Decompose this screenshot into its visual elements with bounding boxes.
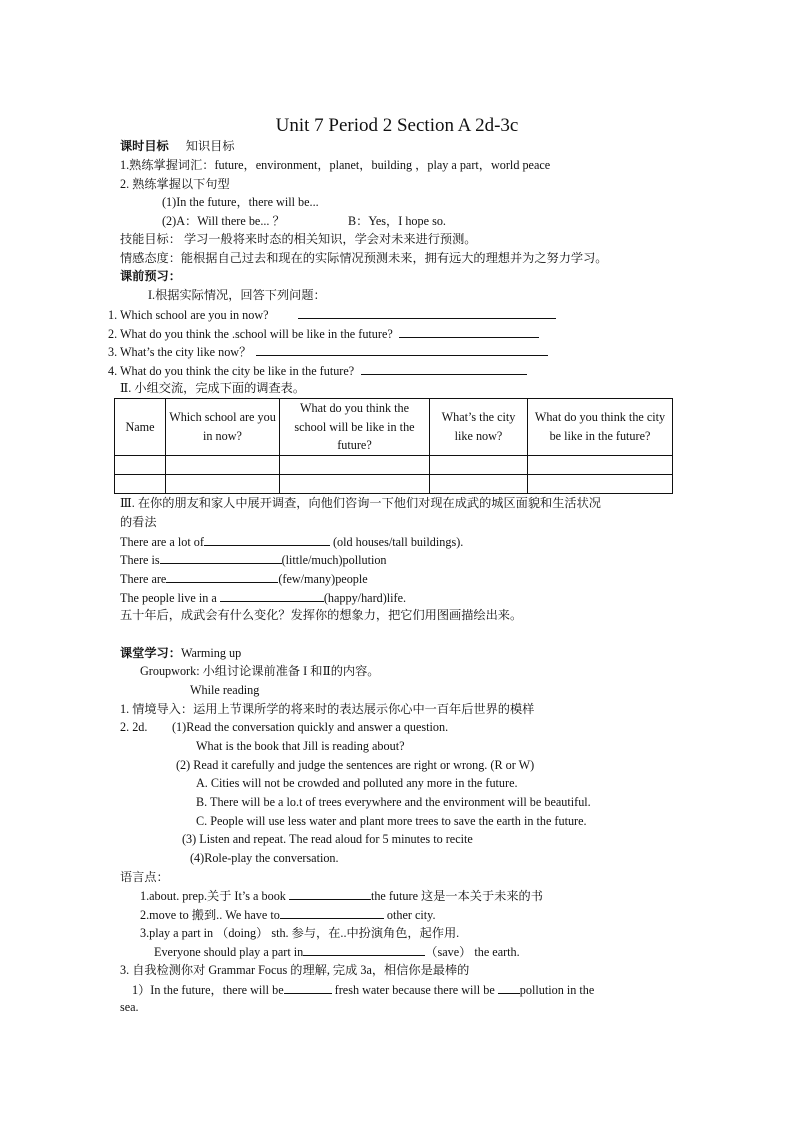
question-2: 2. What do you think the .school will be like in the future? [108,324,539,344]
pattern-1: (1)In the future，there will be... [162,195,319,209]
patterns-heading: 2. 熟练掌握以下句型 [120,177,230,191]
class-heading: 课堂学习： [120,646,181,660]
answer-blank-3[interactable] [256,342,548,356]
class-heading-line [120,644,241,663]
table-cell[interactable] [528,475,673,494]
lang-blank-2[interactable] [280,905,384,919]
class-item-2-number: 2. 2d. [120,720,148,734]
preview-part1-heading: I.根据实际情况，回答下列问题： [148,288,326,302]
table-cell[interactable] [430,475,528,494]
item2-step-4: (4)Role-play the conversation. [190,851,339,865]
fill-line-2: There is (little/much)pollution [120,550,387,570]
fill-line-3: There are (few/many)people [120,569,368,589]
preview-heading: 课前预习： [120,269,181,283]
judge-sentence-a: A. Cities will not be crowded and polluted any more in the future. [196,776,518,790]
answer-blank-2[interactable] [399,324,539,338]
survey-header-row [115,399,673,456]
header-school-future: What do you think the school will be like in the future? [280,399,430,456]
fill-line-4: The people live in a (happy/hard)life. [120,588,406,608]
language-point-2: 2.move to 搬到.. We have to other city. [140,905,436,925]
answer-blank-1[interactable] [298,305,556,319]
table-cell[interactable] [115,475,166,494]
while-reading: While reading [190,683,260,697]
fill-blank-1[interactable] [204,532,330,546]
item2-step-2: (2) Read it carefully and judge the sentences are right or wrong. (R or W) [176,758,535,772]
table-cell[interactable] [166,456,280,475]
knowledge-label: 知识目标 [185,139,235,153]
question-1: 1. Which school are you in now? [108,305,556,325]
fill-line-1: There are a lot of (old houses/tall buildings). [120,532,463,552]
exercise-1: 1）In the future，there will be fresh water because there will be pollution in the [132,980,594,1000]
lang-blank-1[interactable] [289,886,371,900]
lang-blank-3[interactable] [303,942,425,956]
fill-blank-4[interactable] [220,588,324,602]
table-cell[interactable] [280,456,430,475]
preview-part2-heading: Ⅱ. 小组交流，完成下面的调查表。 [120,381,306,395]
imagine-task: 五十年后，成武会有什么变化？发挥你的想象力，把它们用图画描绘出来。 [120,608,523,622]
preview-part3-line1: Ⅲ. 在你的朋友和家人中展开调查，向他们咨询一下他们对现在成武的城区面貌和生活状况 [120,496,601,510]
fill-blank-2[interactable] [160,550,282,564]
fill-blank-3[interactable] [166,569,278,583]
objectives-heading: 课时目标 [120,139,169,153]
question-4: 4. What do you think the city be like in the future? [108,361,527,381]
skill-objective: 技能目标： 学习一般将来时态的相关知识，学会对未来进行预测。 [120,232,477,246]
question-3: 3. What’s the city like now？ [108,342,548,362]
answer-blank-4[interactable] [361,361,527,375]
table-cell[interactable] [528,456,673,475]
language-point-1: 1.about. prep.关于 It’s a book the future 这是一本关于未来的书 [140,886,543,906]
item2-question: What is the book that Jill is reading about? [196,739,405,753]
preview-part3-line2: 的看法 [120,515,157,529]
exercise-blank-1[interactable] [284,980,332,994]
pattern-2b: B：Yes，I hope so. [348,214,446,228]
table-cell[interactable] [115,456,166,475]
table-cell[interactable] [166,475,280,494]
table-cell[interactable] [430,456,528,475]
survey-table [114,398,673,494]
judge-sentence-b: B. There will be a lo.t of trees everywhere and the environment will be beautiful. [196,795,591,809]
judge-sentence-c: C. People will use less water and plant more trees to save the earth in the future. [196,814,587,828]
item2-step-1: (1)Read the conversation quickly and answer a question. [172,720,449,734]
objectives-line [120,137,235,156]
header-school-now: Which school are you in now? [166,399,280,456]
table-cell[interactable] [280,475,430,494]
item2-step-3: (3) Listen and repeat. The read aloud for 5 minutes to recite [182,832,473,846]
vocab-line: 1.熟练掌握词汇：future，environment，planet，building ，play a part，world peace [120,158,551,172]
class-item-3: 3. 自我检测你对 Grammar Focus 的理解, 完成 3a，相信你是最棒的 [120,963,470,977]
attitude-objective: 情感态度：能根据自己过去和现在的实际情况预测未来，拥有远大的理想并为之努力学习。 [120,251,608,265]
header-city-future: What do you think the city be like in the future? [528,399,673,456]
header-name: Name [115,399,166,456]
language-point-3: 3.play a part in （doing） sth. 参与，在..中扮演角色，起作用. [140,926,460,940]
page-title: Unit 7 Period 2 Section A 2d-3c [275,115,519,136]
exercise-blank-2[interactable] [498,980,520,994]
table-row [115,475,673,494]
header-city-now: What’s the city like now? [430,399,528,456]
pattern-2a: (2)A：Will there be... ？ [162,214,285,228]
warming-up: Warming up [180,646,242,660]
table-row [115,456,673,475]
exercise-1-wrap: sea. [120,1000,139,1014]
class-item-1: 1. 情境导入：运用上节课所学的将来时的表达展示你心中一百年后世界的模样 [120,702,535,716]
language-point-3-example: Everyone should play a part in （save） the earth. [154,942,520,962]
language-points-heading: 语言点： [120,870,169,884]
groupwork-line: Groupwork: 小组讨论课前准备 I 和Ⅱ的内容。 [140,664,380,678]
